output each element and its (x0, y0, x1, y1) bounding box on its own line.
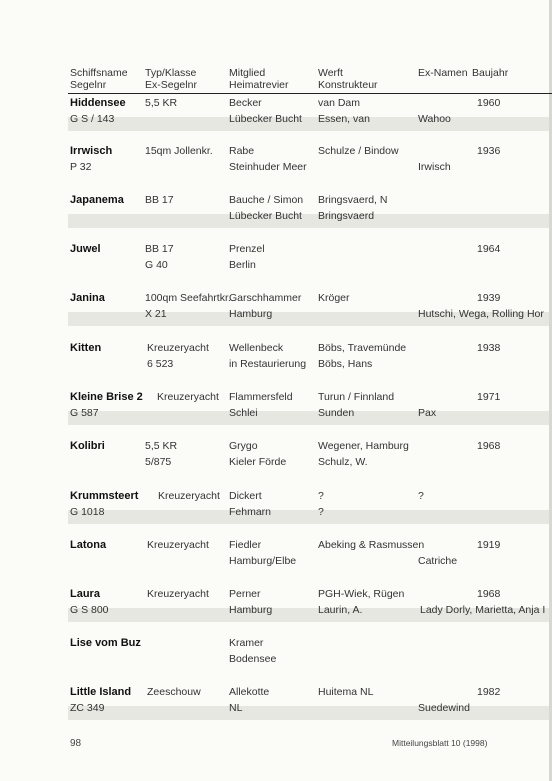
exseg-text: G 40 (145, 259, 168, 271)
konstr-text (318, 306, 350, 322)
table-row (0, 143, 552, 187)
exseg-text: 5/875 (145, 456, 172, 468)
footer-source: Mitteilungsblatt 10 (1998) (392, 738, 488, 748)
name-text: Irrwisch (70, 145, 113, 157)
baujahr-cell (477, 241, 500, 273)
table-row (0, 95, 552, 139)
empty (477, 111, 500, 127)
name-text: Kolibri (70, 440, 105, 452)
name-cell (70, 192, 124, 224)
werft-text: van Dam (318, 97, 361, 109)
werft-text: PGH-Wiek, Rügen (318, 588, 405, 600)
baujahr-cell (477, 389, 500, 421)
header-baujahr: Baujahr (472, 67, 509, 79)
werft-cell (318, 586, 404, 618)
werft-text: Turun / Finnland (318, 391, 395, 403)
werft-cell (318, 192, 387, 224)
segelnr-text: G 1018 (70, 506, 105, 518)
exn1-cell (418, 95, 451, 127)
typ-cell (145, 192, 174, 224)
mitglied-cell (229, 192, 303, 224)
exn2-text: Pax (418, 407, 437, 419)
werft-text: Huitema NL (318, 686, 374, 698)
typ-text: 5,5 KR (145, 97, 178, 109)
name-text: Little Island (70, 686, 132, 698)
empty (477, 405, 500, 421)
header-werft: Werft Konstrukteur (318, 67, 378, 91)
name-cell (70, 684, 131, 716)
baujahr-cell (477, 438, 500, 470)
typ-text: BB 17 (145, 194, 174, 206)
mitglied-text: Rabe (229, 145, 255, 157)
header-ex-namen: Ex-Namen (418, 67, 468, 79)
revier-text: Kieler Förde (229, 456, 287, 468)
segelnr-text (70, 553, 106, 569)
exseg-text: 6 523 (147, 358, 174, 370)
exseg-text (145, 159, 213, 175)
exn2-text: Hutschi, Wega, Rolling Hor (418, 308, 544, 320)
mitglied-cell (229, 537, 296, 569)
name-text: Kleine Brise 2 (70, 391, 143, 403)
typ-text: Kreuzeryacht (147, 588, 209, 600)
typ-text: Kreuzeryacht (157, 391, 219, 403)
werft-cell (318, 488, 324, 520)
mitglied-cell (229, 340, 306, 372)
row-shading (68, 510, 549, 524)
typ-text: Kreuzeryacht (158, 490, 220, 502)
mitglied-text: Perner (229, 588, 261, 600)
konstr-text (318, 700, 373, 716)
exseg-text: X 21 (145, 308, 167, 320)
exn2-text (418, 504, 424, 520)
exn2-text: Lady Dorly, Marietta, Anja I (420, 604, 546, 616)
name-cell (70, 290, 105, 322)
segelnr-text (70, 356, 101, 372)
exn1-text (418, 389, 436, 405)
revier-text: NL (229, 702, 243, 714)
table-row (0, 684, 552, 728)
exn2-text: Wahoo (418, 113, 451, 125)
empty (477, 356, 500, 372)
segelnr-text: P 32 (70, 161, 92, 173)
typ-cell (158, 488, 220, 520)
segelnr-text (70, 257, 101, 273)
revier-text: Hamburg/Elbe (229, 555, 297, 567)
segelnr-text (70, 208, 124, 224)
name-cell (70, 95, 126, 127)
table-row (0, 192, 552, 236)
name-cell (70, 635, 141, 667)
empty (477, 553, 500, 569)
segelnr-text: G 587 (70, 407, 99, 419)
header-schiffsname: Schiffsname Segelnr (70, 67, 128, 91)
exseg-text (147, 553, 209, 569)
row-shading (68, 214, 549, 228)
typ-text: 100qm Seefahrtkr. (145, 292, 231, 304)
typ-cell (147, 340, 209, 372)
mitglied-cell (229, 241, 265, 273)
typ-cell (157, 389, 219, 421)
konstr-text: Böbs, Hans (318, 358, 373, 370)
empty (477, 159, 500, 175)
typ-cell (145, 290, 231, 322)
konstr-text: Bringsvaerd (318, 210, 375, 222)
konstr-text: Essen, van (318, 113, 370, 125)
mitglied-text: Bauche / Simon (229, 194, 304, 206)
mitglied-cell (229, 488, 271, 520)
mitglied-text: Allekotte (229, 686, 270, 698)
revier-text: Lübecker Bucht (229, 210, 302, 222)
mitglied-text: Grygo (229, 440, 258, 452)
mitglied-cell (229, 389, 293, 421)
name-text: Janina (70, 292, 105, 304)
werft-cell (318, 438, 409, 470)
revier-text: Lübecker Bucht (229, 113, 302, 125)
werft-cell (318, 143, 399, 175)
empty (477, 306, 500, 322)
header-rule (68, 93, 552, 94)
table-row (0, 537, 552, 581)
konstr-text: Schulz, W. (318, 456, 368, 468)
mitglied-cell (229, 95, 302, 127)
typ-text: Kreuzeryacht (147, 539, 209, 551)
mitglied-text: Flammersfeld (229, 391, 293, 403)
segelnr-text (70, 651, 141, 667)
mitglied-text: Becker (229, 97, 262, 109)
table-row (0, 389, 552, 433)
baujahr-text: 1968 (477, 588, 501, 600)
name-text: Kitten (70, 342, 102, 354)
typ-cell (145, 241, 174, 273)
typ-text: 15qm Jollenkr. (145, 145, 213, 157)
name-text: Juwel (70, 243, 101, 255)
name-cell (70, 340, 101, 372)
mitglied-cell (229, 438, 286, 470)
typ-text: 5,5 KR (145, 440, 178, 452)
baujahr-text: 1964 (477, 243, 501, 255)
empty (477, 257, 500, 273)
revier-text: Hamburg (229, 604, 273, 616)
typ-cell (147, 684, 201, 716)
name-cell (70, 537, 106, 569)
empty (477, 700, 500, 716)
typ-text: BB 17 (145, 243, 174, 255)
exn1-cell (418, 389, 436, 421)
baujahr-text: 1960 (477, 97, 501, 109)
mitglied-cell (229, 290, 301, 322)
baujahr-cell (477, 340, 500, 372)
table-row (0, 438, 552, 482)
baujahr-text: 1971 (477, 391, 501, 403)
exn1-text (418, 143, 451, 159)
table-row (0, 290, 552, 334)
mitglied-text: Dickert (229, 490, 262, 502)
name-text: Lise vom Buz (70, 637, 141, 649)
typ-cell (145, 143, 213, 175)
table-row (0, 241, 552, 285)
name-cell (70, 488, 138, 520)
baujahr-text: 1936 (477, 145, 501, 157)
empty (477, 454, 500, 470)
revier-text: Schlei (229, 407, 258, 419)
exn1-cell (418, 143, 451, 175)
exseg-text (158, 504, 220, 520)
revier-text: Berlin (229, 259, 256, 271)
page-number: 98 (70, 738, 82, 749)
name-text: Japanema (70, 194, 124, 206)
baujahr-cell (477, 95, 500, 127)
baujahr-cell (477, 290, 500, 322)
mitglied-text: Fiedler (229, 539, 262, 551)
revier-text: Hamburg (229, 308, 273, 320)
name-text: Krummsteert (70, 490, 139, 502)
mitglied-text: Garschhammer (229, 292, 302, 304)
revier-text: in Restaurierung (229, 358, 307, 370)
werft-cell (318, 95, 370, 127)
name-cell (70, 143, 112, 175)
exseg-text (145, 111, 177, 127)
exn2-text: Irwisch (418, 161, 451, 173)
typ-cell (145, 438, 177, 470)
werft-cell (318, 684, 373, 716)
revier-text: Bodensee (229, 653, 277, 665)
typ-cell (147, 586, 209, 618)
typ-cell (147, 537, 209, 569)
name-text: Hiddensee (70, 97, 126, 109)
exseg-text (147, 700, 201, 716)
exseg-text (157, 405, 219, 421)
header-typ: Typ/Klasse Ex-Segelnr (145, 67, 197, 91)
exn1-text (418, 684, 470, 700)
werft-text: ? (318, 490, 324, 502)
werft-cell (318, 340, 406, 372)
baujahr-text: 1938 (477, 342, 501, 354)
name-cell (70, 586, 109, 618)
exn1-text (418, 537, 457, 553)
werft-text: Bringsvaerd, N (318, 194, 388, 206)
werft-text: Böbs, Travemünde (318, 342, 407, 354)
exn1-cell (418, 684, 470, 716)
baujahr-text: 1968 (477, 440, 501, 452)
table-row (0, 635, 552, 679)
konstr-text: ? (318, 506, 324, 518)
mitglied-text: Kramer (229, 637, 264, 649)
baujahr-cell (477, 586, 500, 618)
werft-text: Kröger (318, 292, 350, 304)
werft-text: Abeking & Rasmussen (318, 539, 425, 551)
name-cell (70, 241, 101, 273)
werft-text: Schulze / Bindow (318, 145, 399, 157)
revier-text: Steinhuder Meer (229, 161, 307, 173)
header-mitglied: Mitglied Heimatrevier (229, 67, 289, 91)
mitglied-text: Wellenbeck (229, 342, 284, 354)
exn2-text: Catriche (418, 555, 458, 567)
exseg-text (147, 602, 209, 618)
table-row (0, 488, 552, 532)
mitglied-cell (229, 684, 269, 716)
exn2-text: Suedewind (418, 702, 470, 714)
revier-text: Fehmarn (229, 506, 272, 518)
table-row (0, 340, 552, 384)
mitglied-cell (229, 586, 272, 618)
werft-text: Wegener, Hamburg (318, 440, 409, 452)
name-cell (70, 438, 105, 470)
exn1-cell (418, 488, 424, 520)
baujahr-text: 1982 (477, 686, 501, 698)
werft-cell (318, 537, 424, 569)
exn1-text (418, 95, 451, 111)
segelnr-text: G S 800 (70, 604, 109, 616)
konstr-text (318, 553, 424, 569)
typ-text: Kreuzeryacht (147, 342, 209, 354)
mitglied-cell (229, 635, 276, 667)
name-text: Laura (70, 588, 100, 600)
baujahr-cell (477, 684, 500, 716)
mitglied-text: Prenzel (229, 243, 265, 255)
name-cell (70, 389, 143, 421)
empty (477, 602, 500, 618)
exn1-cell (418, 537, 457, 569)
typ-cell (145, 95, 177, 127)
konstr-text: Laurin, A. (318, 604, 363, 616)
mitglied-cell (229, 143, 307, 175)
exn1-text: ? (418, 490, 424, 502)
segelnr-text (70, 306, 105, 322)
segelnr-text (70, 454, 105, 470)
baujahr-cell (477, 537, 500, 569)
exseg-text (145, 208, 174, 224)
konstr-text: Sunden (318, 407, 355, 419)
werft-cell (318, 290, 350, 322)
typ-text: Zeeschouw (147, 686, 201, 698)
segelnr-text: G S / 143 (70, 113, 115, 125)
segelnr-text: ZC 349 (70, 702, 105, 714)
baujahr-cell (477, 143, 500, 175)
table-row (0, 586, 552, 630)
werft-cell (318, 389, 394, 421)
baujahr-text: 1919 (477, 539, 501, 551)
baujahr-text: 1939 (477, 292, 501, 304)
konstr-text (318, 159, 399, 175)
name-text: Latona (70, 539, 107, 551)
